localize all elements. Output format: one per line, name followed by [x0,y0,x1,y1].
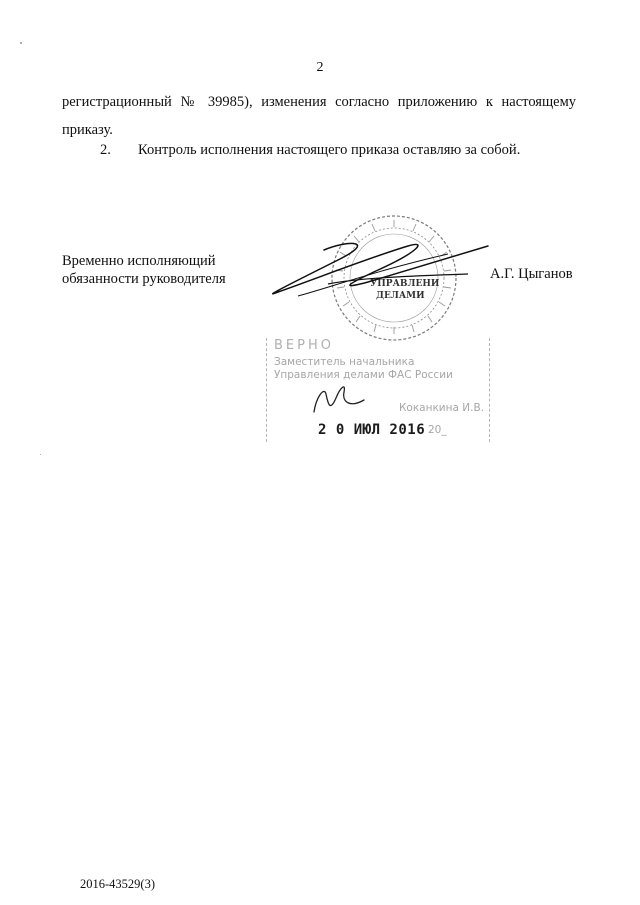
signer-title [62,252,226,288]
seal-center-line-1: УПРАВЛЕНИ [370,279,440,289]
stamp-signature [306,378,366,418]
stamp-year-suffix: 20_ [428,424,447,436]
signer-title-line-1: Временно исполняющий [62,253,216,269]
stamp-signer-name: Коканкина И.В. [398,402,484,414]
signer-title-line-2: обязанности руководителя [62,271,226,287]
handwritten-signature [258,230,498,310]
paragraph-1 [62,88,576,144]
signer-name: А.Г. Цыганов [490,266,573,282]
scan-speck [40,454,41,455]
stamp-verno: ВЕРНО [274,338,334,353]
paragraph-2-text: Контроль исполнения настоящего приказа оставляю за собой. [138,142,521,158]
stamp-date: 2 0 ИЮЛ 2016 [318,422,426,438]
seal-center-line-2: ДЕЛАМИ [376,291,425,301]
footer-code: 2016-43529(3) [80,877,155,891]
paragraph-1-line-1: регистрационный № 39985), изменения согласно приложению к настоящему [62,94,576,110]
stamp-line-1: Заместитель начальника [274,356,415,368]
paragraph-2 [100,142,520,159]
stamp-line-2: Управления делами ФАС России [274,369,453,381]
paragraph-1-line-2: приказу. [62,122,113,138]
certification-stamp [266,338,490,442]
scan-speck [20,42,22,44]
paragraph-2-number: 2. [100,142,111,158]
page-number: 2 [316,60,324,75]
